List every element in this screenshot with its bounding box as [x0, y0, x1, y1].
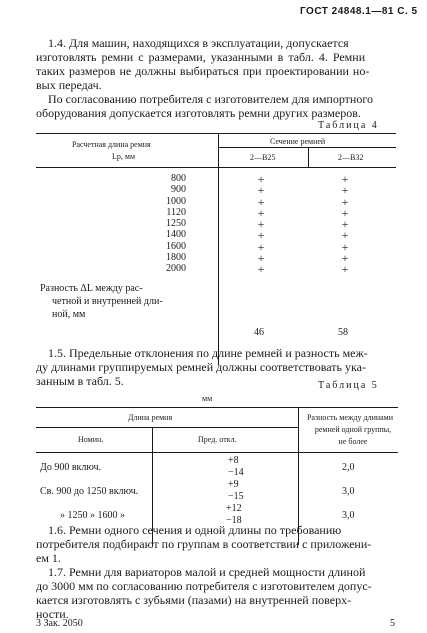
table-4-mark: + [341, 183, 349, 198]
table-4-mark: + [257, 217, 265, 232]
table-5-row-2-diff: 3,0 [342, 486, 355, 497]
table-4-col2-marks [254, 174, 268, 276]
table-5-row-2-nominal: Св. 900 до 1250 включ. [40, 486, 139, 497]
table-4-mark: + [257, 183, 265, 198]
table-5-row-1-dev-upper: +8 [228, 455, 239, 466]
paragraph-1-5-line-2: ду длинами группируемых ремней должны соответствовать ука- [36, 360, 366, 374]
table-4-diff-label-line: Разность ΔL между рас- [40, 283, 143, 294]
table-5-caption: Таблица 5 [318, 380, 379, 391]
table-5-header-rule [36, 452, 398, 453]
table-4-col1-unit: Lp, мм [112, 152, 136, 161]
table-4-mark: + [257, 172, 265, 186]
table-4-col3-marks [338, 174, 352, 276]
table-4-mark: + [257, 194, 265, 209]
table-4-mark: + [257, 262, 265, 277]
table-4-length: 2000 [166, 263, 186, 275]
page-header: ГОСТ 24848.1—81 С. 5 [300, 6, 418, 17]
table-4-header-rule [36, 167, 396, 168]
table-4-group-header: Сечение ремней [270, 137, 326, 146]
table-5-col2-header: Пред. откл. [198, 435, 237, 444]
table-4-mark: + [341, 239, 349, 254]
table-4-diff-col3: 58 [338, 327, 348, 338]
paragraph-1-7-line-2: до 3000 мм по согласованию потребителя с изготовителем допус- [36, 579, 372, 593]
paragraph-1-4-line-1: 1.4. Для машин, находящихся в эксплуатации, допускается [48, 36, 349, 50]
table-4-mark: + [257, 251, 265, 266]
table-5-col3-header-line: ремней одной группы, [314, 425, 392, 434]
table-4-mark: + [341, 172, 349, 186]
table-4-col1-header: Расчетная длина ремня [72, 140, 151, 149]
table-5-top-rule [36, 407, 398, 408]
table-5-row-2-dev-upper: +9 [228, 479, 239, 490]
table-4-subcol-divider [308, 147, 309, 167]
table-5-row-2-dev-lower: −15 [228, 491, 244, 502]
table-5-row-1-dev-lower: −14 [228, 467, 244, 478]
table-4-top-rule [36, 133, 396, 134]
table-4-length: 900 [171, 184, 186, 196]
table-4-mark: + [341, 262, 349, 277]
paragraph-1-7-line-1: 1.7. Ремни для вариаторов малой и средней мощности длиной [48, 565, 366, 579]
table-5-row-3-nominal: » 1250 » 1600 » [60, 510, 125, 521]
table-5-col3-header-line: не более [338, 437, 368, 446]
paragraph-1-7-line-4: ности. [36, 607, 69, 621]
table-5-row-1-diff: 2,0 [342, 462, 355, 473]
table-4-col2-header: 2—В25 [250, 153, 276, 162]
paragraph-1-6-line-3: ем 1. [36, 551, 61, 565]
table-4-diff-label-line: ной, мм [52, 309, 86, 320]
table-4-group-rule [218, 147, 396, 148]
paragraph-1-4-line-4: вых передач. [36, 78, 102, 92]
paragraph-agree-line-2: оборудования допускается изготовлять ремни других размеров. [36, 106, 361, 120]
table-5-row-3-dev-upper: +12 [226, 503, 242, 514]
table-4-diff-label-line: четной и внутренней дли- [52, 296, 163, 307]
table-4-diff-col2: 46 [254, 327, 264, 338]
table-4-mark: + [341, 228, 349, 243]
table-4-col3-header: 2—В32 [338, 153, 364, 162]
table-4-length: 1400 [166, 229, 186, 241]
table-4-mark: + [257, 228, 265, 243]
table-4-mark: + [257, 205, 265, 220]
paragraph-1-5-line-3: занным в табл. 5. [36, 374, 124, 388]
table-4-length: 1600 [166, 240, 186, 252]
paragraph-1-5-line-1: 1.5. Предельные отклонения по длине ремней и разность меж- [48, 346, 368, 360]
footer-page-number: 5 [390, 618, 395, 629]
table-4-caption: Таблица 4 [318, 120, 379, 131]
paragraph-1-4-line-2: изготовлять ремни с размерами, указанными в табл. 4. Ремни [36, 50, 366, 64]
table-4-lengths [146, 173, 186, 275]
paragraph-1-6-line-1: 1.6. Ремни одного сечения и одной длины по требованию [48, 523, 342, 537]
table-5-row-3-diff: 3,0 [342, 510, 355, 521]
table-4-length: 1000 [166, 195, 186, 207]
table-5-unit: мм [202, 394, 213, 403]
table-5-col1-header: Номин. [78, 435, 104, 444]
paragraph-1-4-line-3: таких размеров не должны выбираться при проектировании но- [36, 64, 370, 78]
table-4-mark: + [341, 251, 349, 266]
table-4-mark: + [341, 205, 349, 220]
table-5-group-header: Длина ремня [128, 413, 173, 422]
paragraph-agree-line-1: По согласованию потребителя с изготовителем для импортного [48, 92, 373, 106]
table-5-row-1-nominal: До 900 включ. [40, 462, 102, 473]
table-5-group-rule [36, 427, 298, 428]
paragraph-1-6-line-2: потребителя подбирают по группам в соответствии с приложени- [36, 537, 372, 551]
table-4-diff-label [40, 282, 163, 321]
table-4-length: 1120 [166, 206, 186, 218]
paragraph-1-7-line-3: кается изготовлять с зубьями (пазами) на внутренней поверх- [36, 593, 352, 607]
table-4-mark: + [341, 194, 349, 209]
table-4-length: 1250 [166, 218, 186, 230]
table-4-length: 1800 [166, 252, 186, 264]
table-5-row-3-dev-lower: −18 [226, 515, 242, 526]
table-4-length: 800 [171, 173, 186, 184]
table-4-mark: + [257, 239, 265, 254]
table-4-mark: + [341, 217, 349, 232]
footer-order-number: 3 Зак. 2050 [36, 618, 83, 629]
table-5-col3-header [306, 412, 400, 448]
table-5-col3-header-line: Разность между длинами [306, 413, 394, 422]
